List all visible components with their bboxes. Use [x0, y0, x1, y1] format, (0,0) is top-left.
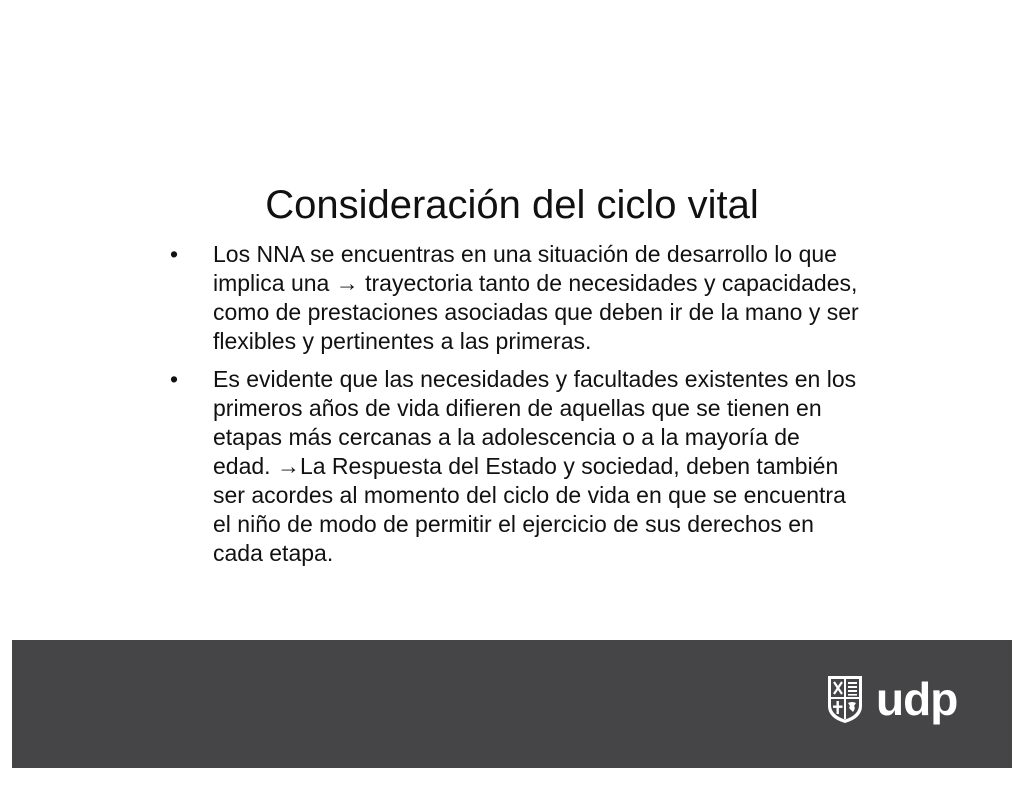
logo-text: udp: [876, 673, 958, 725]
bullet-point-icon: •: [170, 366, 179, 392]
bullet-list: [170, 240, 860, 577]
university-crest-icon: [826, 674, 864, 724]
footer-band: [12, 640, 1012, 768]
bullet-text: Es evidente que las necesidades y facultades existentes en los primeros años de vida difieren de aquellas que se tienen en etapas más cercanas a la adolescencia o a la mayoría de edad. →La Respuesta del Estado y sociedad, deben también ser acordes al momento del ciclo de vida en que se encuentra el niño de modo de permitir el ejercicio de sus derechos en cada etapa.: [213, 366, 857, 566]
udp-logo: [826, 667, 957, 731]
bullet-item: [170, 365, 860, 568]
slide-title: Consideración del ciclo vital: [265, 182, 759, 227]
bullet-point-icon: •: [170, 241, 179, 267]
bullet-text: Los NNA se encuentras en una situación de desarrollo lo que implica una → trayectoria tanto de necesidades y capacidades, como de prestaciones asociadas que deben ir de la mano y ser flexibles y pertinentes a las primeras.: [213, 241, 859, 354]
bullet-item: [170, 240, 860, 356]
